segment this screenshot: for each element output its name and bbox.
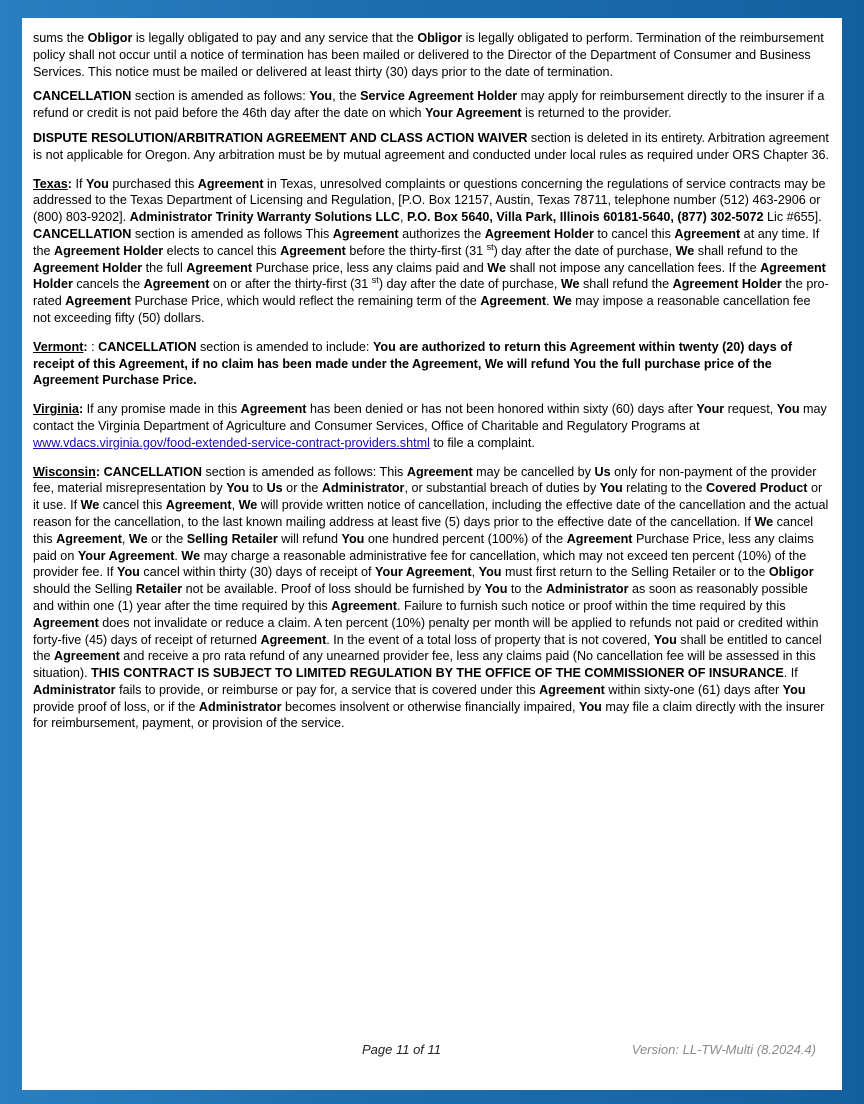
bold-term: You [226,481,250,496]
text-run: the pro-rated [33,277,829,309]
bold-term: Agreement [54,649,120,664]
text-run: may contact the Virginia Department of Agriculture and Consumer Services, Office of Charitable and Regulatory Programs at [33,402,827,433]
oregon-termination-paragraph [33,30,830,80]
state-heading: Virginia [33,402,79,417]
text-run: as soon as reasonably possible and within one (1) year after the time required by this [33,582,808,613]
text-run: section is deleted in its entirety. Arbitration agreement is not applicable for Oregon. Any arbitration must be by mutual agreement and conducted under local rules as required under ORS Chapter 36. [33,130,829,162]
text-run: . [546,294,554,309]
text-run: shall refund to the [694,243,798,258]
bold-term: You are authorized to return this Agreement within twenty (20) days of receipt of this Agreement, if no claim has been made under the Agreement, We will refund You the full purchase price of the Agreement Purchase Price. [33,339,793,388]
text-run: in Texas, unresolved complaints or questions concerning the regulations of service contracts may be addressed to the Texas Department of Licensing and Regulation, [P.O. Box 12157, Austin, Texas 78711, telephone number (512) 463-2906 or (800) 803-9202]. [33,176,826,225]
bold-term: Agreement [480,294,547,309]
bold-term: You [478,565,502,580]
bold-term: We [128,531,148,546]
text-run: elects to cancel this [163,243,281,258]
text-run: section is amended as follows: This [201,464,407,479]
bold-term: : [78,402,84,417]
bold-term: Agreement [197,176,264,191]
text-run: . Failure to furnish such notice or proof within the time required by this [397,598,786,613]
text-run: will provide written notice of cancellation, including the effective date of the cancellation and the actual reason for the cancellation, to the last known mailing address at least five (5) days prior to the effective date of the cancellation. If [33,498,829,529]
text-run: , [121,531,129,546]
state-heading: Vermont [33,339,84,354]
text-run: not be available. Proof of loss should be furnished by [182,582,485,597]
oregon-dispute-paragraph [33,130,830,164]
text-run: Purchase price, less any claims paid and [252,260,488,275]
text-run: to the [507,582,546,597]
contact-link[interactable]: www.vdacs.virginia.gov/food-extended-service-contract-providers.shtml [33,435,430,450]
bold-term: Obligor [768,565,814,580]
text-run: may apply for reimbursement directly to the insurer if a refund or credit is not paid before the 46th day after the date on which [33,89,825,121]
bold-term: Your Agreement [425,106,522,121]
text-run: may charge a reasonable administrative fee for cancellation, which may not exceed ten percent (10%) of the provider fee. If [33,548,807,580]
text-run: Lic #655]. [763,210,822,225]
text-run: within sixty-one (61) days after [604,682,783,697]
bold-term: Agreement [332,226,399,241]
bold-term: CANCELLATION [33,89,132,104]
bold-term: You [85,176,109,191]
text-run: and receive a pro rata refund of any unearned provider fee, less any claims paid (No cancellation fee will be assessed in this situation). [33,649,816,681]
bold-term: : CANCELLATION [95,464,202,479]
bold-term: Agreement [56,531,122,546]
bold-term: Administrator Trinity Warranty Solutions LLC [129,210,400,225]
bold-term: Agreement [674,226,741,241]
bold-term: Agreement [143,277,210,292]
bold-term: We [238,498,258,513]
bold-term: Agreement [165,498,232,513]
text-run: does not invalidate or reduce a claim. A ten percent (10%) penalty per month will be applied to refunds not paid or credited within forty-five (45) days of receipt of returned [33,615,819,647]
text-run: to [249,481,267,496]
text-run: must first return to the Selling Retailer or to the [501,565,769,580]
text-run: section is amended as follows: [131,89,310,104]
text-run: becomes insolvent or otherwise financially impaired, [281,699,579,714]
bold-term: We [560,277,580,292]
bold-term: We [181,548,201,563]
text-run: may file a claim directly with the insurer for reimbursement, payment, or provision of the service. [33,699,825,731]
bold-term: Your Agreement [375,565,472,580]
text-run: will refund [277,531,342,546]
text-run: shall be entitled to cancel the [33,632,822,664]
bold-term: Agreement [33,615,99,630]
bold-term: Obligor [417,31,463,45]
text-run: relating to the [622,481,706,496]
text-run: . If [783,666,798,681]
bold-term: Your [696,402,725,417]
text-run: or the [147,531,187,546]
oregon-cancellation-paragraph [33,88,830,122]
bold-term: Administrator [545,582,629,597]
text-run: is legally obligated to pay and any service that the [132,31,418,45]
text-run: has been denied or has not been honored within sixty (60) days after [306,402,697,417]
bold-term: Agreement [566,531,633,546]
bold-term: CANCELLATION [98,339,197,354]
bold-term: Agreement Holder [54,243,164,258]
text-run: is returned to the provider. [521,106,672,121]
text-run: is legally obligated to perform. Termination of the reimbursement policy shall not occur until a notice of termination has been mailed or delivered to the Director of the Department of Consumer and Business Services. This notice must be mailed or delivered at least thirty (30) days prior to the date of termination. [33,31,824,79]
state-heading: Wisconsin [33,464,96,479]
text-run: If [71,176,86,191]
text-run: may impose a reasonable cancellation fee not exceeding fifty (50) dollars. [33,294,811,325]
texas-paragraph [33,176,830,327]
bold-term: Us [266,481,283,496]
text-run: , [231,498,239,513]
text-run: , [399,210,407,225]
bold-term: Agreement [280,243,346,258]
bold-term: Agreement [240,402,307,417]
bold-term: : [83,339,88,354]
bold-term: You [117,565,140,580]
virginia-paragraph [33,401,830,451]
bold-term: Agreement [260,632,327,647]
bold-term: Administrator [198,699,282,714]
bold-term: Agreement [539,682,605,697]
text-run: should the Selling [33,582,136,597]
bold-term: Agreement Holder [672,277,782,292]
ordinal-suffix: st [371,275,379,286]
bold-term: Us [594,464,611,479]
bold-term: Agreement Holder [33,260,826,292]
bold-term: : [67,176,72,191]
wisconsin-paragraph [33,464,830,733]
text-run: cancels the [72,277,144,292]
text-run: on or after the thirty-first (31 [209,277,372,292]
text-run: . In the event of a total loss of property that is not covered, [326,632,654,647]
text-run: authorizes the [398,226,485,241]
bold-term: Retailer [135,582,183,597]
bold-term: CANCELLATION [33,226,132,241]
bold-term: Agreement [331,598,398,613]
bold-term: Service Agreement Holder [360,89,518,104]
text-run: at any time. If the [33,226,820,258]
text-run: cancel this [99,498,166,513]
text-run: Purchase Price, less any claims paid on [33,531,814,563]
page-number: Page 11 of 11 [362,1042,442,1057]
text-run: , [471,565,479,580]
bold-term: You [309,89,333,104]
text-run: request, [724,402,777,417]
text-run: , the [332,89,361,104]
state-heading: Texas [33,176,68,191]
text-run: ) day after the date of purchase, [493,243,676,258]
text-run: purchased this [108,176,198,191]
text-run: or it use. If [33,481,823,513]
text-run: . [174,548,182,563]
text-run: If any promise made in this [83,402,241,417]
page-footer [22,1042,842,1060]
text-run: one hundred percent (100%) of the [364,531,567,546]
bold-term: We [80,498,100,513]
bold-term: You [776,402,800,417]
version-label: Version: LL-TW-Multi (8.2024.4) [631,1042,816,1057]
text-run: : [87,339,99,354]
text-run: section is amended as follows This [131,226,333,241]
bold-term: You [782,682,806,697]
text-run: shall not impose any cancellation fees. If the [505,260,761,275]
bold-term: Administrator [33,682,116,697]
text-run: to file a complaint. [429,435,535,450]
text-run: provide proof of loss, or if the [33,699,199,714]
text-run: to cancel this [593,226,675,241]
text-run: ) day after the date of purchase, [378,277,561,292]
bold-term: Administrator [321,481,405,496]
text-run: fails to provide, or reimburse or pay for, a service that is covered under this [115,682,540,697]
text-run: may be cancelled by [472,464,595,479]
bold-term: You [599,481,623,496]
text-run: section is amended to include: [196,339,373,354]
bold-term: Agreement [406,464,473,479]
bold-term: P.O. Box 5640, Villa Park, Illinois 60181-5640, (877) 302-5072 [406,210,764,225]
bold-term: We [487,260,506,275]
bold-term: Agreement [186,260,253,275]
bold-term: Selling Retailer [186,531,278,546]
text-run: , or substantial breach of duties by [404,481,600,496]
text-run: cancel within thirty (30) days of receipt of [139,565,376,580]
bold-term: You [484,582,508,597]
text-run: shall refund the [579,277,673,292]
ordinal-suffix: st [486,241,494,252]
text-run: Purchase Price, which would reflect the remaining term of the [131,294,481,309]
vermont-paragraph [33,339,830,389]
bold-term: Agreement Holder [33,260,143,275]
bold-term: We [553,294,572,309]
bold-term: You [341,531,365,546]
bold-term: THIS CONTRACT IS SUBJECT TO LIMITED REGULATION BY THE OFFICE OF THE COMMISSIONER OF INSURANCE [91,666,784,681]
text-run: the full [142,260,187,275]
bold-term: Agreement [65,294,132,309]
bold-term: We [754,514,774,529]
bold-term: We [675,243,695,258]
text-run: sums the [33,31,88,45]
bold-term: Your Agreement [77,548,175,563]
text-run: cancel this [33,514,814,546]
document-page [22,18,842,1090]
text-run: only for non-payment of the provider fee, material misrepresentation by [33,464,817,496]
bold-term: Covered Product [705,481,808,496]
text-run: or the [282,481,322,496]
bold-term: Agreement Holder [484,226,594,241]
bold-term: DISPUTE RESOLUTION/ARBITRATION AGREEMENT AND CLASS ACTION WAIVER [33,130,528,145]
bold-term: You [653,632,677,647]
text-run: before the thirty-first (31 [345,243,487,258]
bold-term: Obligor [87,31,133,45]
bold-term: You [578,699,602,714]
